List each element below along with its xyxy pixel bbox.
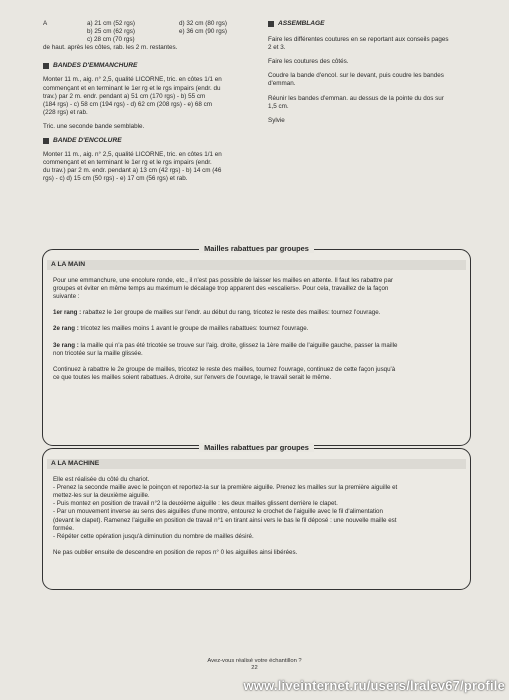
box-title: Mailles rabattues par groupes [43,244,470,253]
page-footer [0,658,509,672]
row-2-instruction: 2e rang : tricotez les mailles moins 1 avant le groupe de mailles rabattues: tournez l'ouvrage. [53,325,309,333]
assemblage-p3: Coudre la bande d'encol. sur le devant, puis coudre les bandes d'emman. [268,72,444,88]
section-heading-assemblage: ASSEMBLAGE [268,20,476,28]
box-hand-method [42,244,471,446]
section-heading-encolure: BANDE D'ENCOLURE [43,137,251,145]
section-heading-emmanchure: BANDES D'EMMANCHURE [43,62,251,70]
box-outro: Continuez à rabattre le 2e groupe de mailles, tricotez le reste des mailles, tournez l'ouvrage, continuez de cette façon jusqu'à ce que toutes les mailles soient rabattues. A droite, sur l'envers de l'ouvrage, le travail serait le même. [53,365,396,381]
assemblage-p1: Faire les différentes coutures en se reportant aux conseils pages 2 et 3. [268,36,449,52]
size-letter: A [43,20,48,27]
assemblage-p4: Réunir les bandes d'emman. au dessus de la pointe du dos sur 1,5 cm. [268,94,444,110]
size-row [43,36,251,44]
machine-final-note: Ne pas oublier ensuite de descendre en position de repos n° 0 les aiguilles ainsi libérées. [53,548,298,556]
encolure-text: Monter 11 m., aig. n° 2,5, qualité LICORNE, tric. en côtes 1/1 en commençant et en terminant le 1er rg et le rgs impairs (endr. du trav.) par 2 m. endr. pendant a) 13 cm (42 rgs) - b) 14 cm (46 rgs) - c) d) 15 cm (50 rgs) - e) 17 cm (56 rgs) et rab. [43,151,222,183]
watermark: www.liveinternet.ru/users/lralev67/profile [243,678,505,693]
size-d: d) 32 cm (80 rgs) [179,20,227,27]
emmanchure-text: Monter 11 m., aig. n° 2,5, qualité LICORNE, tric. en côtes 1/1 en commençant et en terminant le 1er rg et le rgs impairs (endr. du trav.) par 2 m. endr. pendant a) 51 cm (170 rgs) - b) 55 cm (184 rgs) - c) 58 cm (194 rgs) - d) 62 cm (208 rgs) - e) 68 cm (228 rgs) et rab. [43,76,222,116]
left-column [43,20,251,190]
box-subtitle: A LA MACHINE [47,459,466,469]
box-title: Mailles rabattues par groupes [43,443,470,452]
row-3-instruction: 3e rang : la maille qui n'a pas été tricotée se trouve sur l'aig. droite, glissez la 1ère maille de l'aiguille gauche, passer la maille non tricotée sur la maille glissée. [53,341,398,357]
box-subtitle: A LA MAIN [47,260,466,270]
size-row [43,20,251,28]
box-machine-method [42,443,471,590]
machine-steps: Elle est réalisée du côté du chariot. - Prenez la seconde maille avec le poinçon et reportez-la sur la première aiguille. Prenez les mailles sur la première aiguille et mettez-les sur la deuxième aiguille. - Puis montez en position de travail n°2 la deuxième aiguille : les deux mailles glissent derrière le clapet. - Par un mouvement inverse au sens des aiguilles d'une montre, entourez le crochet de l'aiguille avec le fil d'alimentation (devant le clapet). Ramenez l'aiguille en position de travail n°1 en tirant ainsi vers le bas le fil déposé : une nouvelle maille est formée. - Répéter cette opération jusqu'à diminution du nombre de mailles désiré. [53,476,398,540]
size-b: b) 25 cm (62 rgs) [87,28,135,36]
assemblage-p2: Faire les coutures des côtés. [268,58,349,66]
size-row [43,28,251,36]
size-e: e) 36 cm (90 rgs) [179,28,227,36]
emmanchure-note: Tric. une seconde bande semblable. [43,122,145,130]
size-a: a) 21 cm (52 rgs) [87,20,135,27]
signature: Sylvie [268,116,285,124]
square-bullet-icon [43,138,49,144]
square-bullet-icon [268,21,274,27]
row-1-instruction: 1er rang : rabattez le 1er groupe de mailles sur l'endr. au début du rang, tricotez le reste des mailles: tournez l'ouvrage. [53,309,381,317]
footer-question: Avez-vous réalisé votre échantillon ? [207,658,302,664]
page-number: 22 [251,665,258,671]
square-bullet-icon [43,63,49,69]
sizes-block [43,20,251,52]
box-intro: Pour une emmanchure, une encolure ronde, etc., il n'est pas possible de laisser les mailles en attente. Il faut les rabattre par groupes et éviter en même temps au maximum le décalage trop apparent des «escaliers». Pour cela, travaillez de la façon suivante : [53,277,393,301]
right-column [268,20,476,131]
size-c: c) 28 cm (70 rgs) [87,36,135,44]
sizes-tail: de haut. après les côtes, rab. les 2 m. restantes. [43,44,178,52]
